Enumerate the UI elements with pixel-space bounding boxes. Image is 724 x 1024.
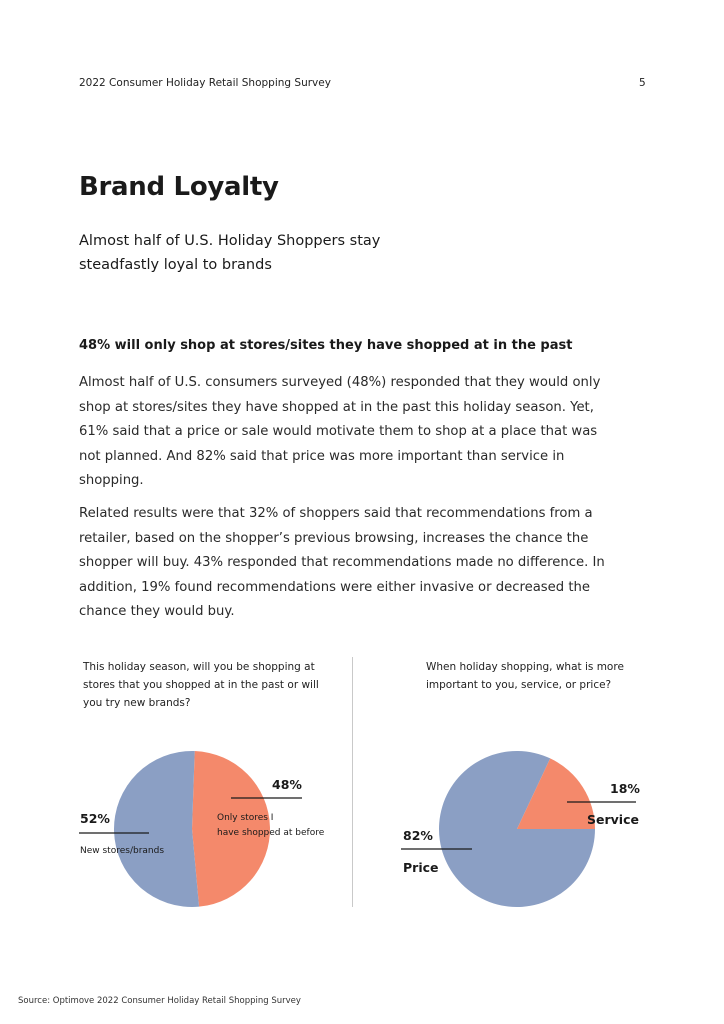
slice-label-price: Price: [403, 860, 439, 875]
slice-label-service: Service: [587, 812, 639, 827]
chart-1-question: This holiday season, will you be shopping at stores that you shopped at in the past or will you try new brands?: [83, 661, 319, 709]
slice-value-service: 18%: [610, 781, 640, 796]
page-subtitle: Almost half of U.S. Holiday Shoppers stay steadfastly loyal to brands: [79, 233, 381, 273]
header-title: 2022 Consumer Holiday Retail Shopping Survey: [79, 77, 331, 89]
pie-slice-new-brands: [114, 751, 199, 907]
body-paragraph-2: Related results were that 32% of shoppers said that recommendations from a retailer, based on the shopper’s previous browsing, increases the chance the shopper will buy. 43% responded that recommendations made no difference. In addition, 19% found recommendations were either invasive or decreased the chance they would buy.: [79, 506, 605, 619]
chart-2: [401, 751, 640, 907]
slice-label-new-brands: New stores/brands: [80, 846, 165, 856]
body-paragraph-1: Almost half of U.S. consumers surveyed (48%) responded that they would only shop at stores/sites they have shopped at in the past this holiday season. Yet, 61% said that a price or sale would motivate them to shop at a place that was not planned. And 82% said that price was more important than service in shopping.: [79, 375, 601, 488]
page-title: Brand Loyalty: [79, 172, 279, 202]
source-note: Source: Optimove 2022 Consumer Holiday Retail Shopping Survey: [18, 996, 301, 1006]
page-number: 5: [639, 77, 646, 89]
chart-1: [79, 751, 325, 907]
slice-value-only-stores: 48%: [272, 777, 302, 792]
slice-label-only-stores: Only stores I have shopped at before: [217, 813, 325, 838]
section-heading: 48% will only shop at stores/sites they have shopped at in the past: [79, 338, 573, 353]
slice-value-new-brands: 52%: [80, 811, 110, 826]
chart-2-question: When holiday shopping, what is more important to you, service, or price?: [426, 661, 624, 691]
slice-value-price: 82%: [403, 828, 433, 843]
